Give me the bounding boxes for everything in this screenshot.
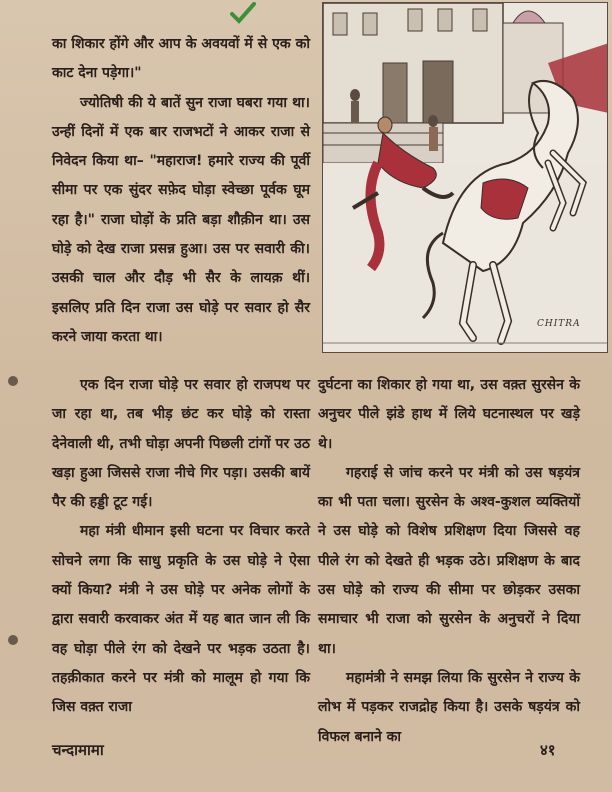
paragraph: महामंत्री ने समझ लिया कि सुरसेन ने राज्य के लोभ में पड़कर राजद्रोह किया है। उसके षड़यंत्र को विफल बनाने का bbox=[318, 669, 580, 745]
paragraph: दुर्घटना का शिकार हो गया था, उस वक़्त सुरसेन के अनुचर पीले झंडे हाथ में लिये घटनास्थल पर खड़े थे। bbox=[318, 377, 580, 452]
magazine-name: चन्दामामा bbox=[52, 741, 104, 759]
illustrator-signature: CHITRA bbox=[537, 319, 581, 329]
story-illustration bbox=[322, 2, 608, 353]
text-column-left-bottom bbox=[52, 371, 310, 723]
paragraph: महा मंत्री धीमान इसी घटना पर विचार करते सोचने लगा कि साधु प्रकृति के उस घोड़े ने ऐसा क्यों किया? मंत्री ने उस घोड़े पर अनेक लोगों के द्वारा सवारी करवाकर अंत में यह बात जान ली कि वह घोड़ा पीले रंग को देखने पर भड़क उठता है। तहक़ीकात करने पर मंत्री को मालूम हो गया कि जिस वक़्त राजा bbox=[52, 523, 310, 716]
text-column-left-top bbox=[52, 30, 310, 352]
paragraph: का शिकार होंगे और आप के अवयवों में से एक को काट देना पड़ेगा।" bbox=[52, 36, 310, 82]
binder-hole-top bbox=[8, 376, 18, 386]
paragraph: गहराई से जांच करने पर मंत्री को उस षड़यंत्र का भी पता चला। सुरसेन के अश्व-कुशल व्यक्तियों ने उस घोड़े को विशेष प्रशिक्षण दिया जिससे वह पीले रंग को देखते ही भड़क उठे। प्रशिक्षण के बाद उस घोड़े को राज्य की सीमा पर छोड़कर उसका समाचार भी राजा को सुरसेन के अनुचरों ने दिया था। bbox=[318, 464, 580, 657]
binder-hole-bottom bbox=[8, 635, 18, 645]
text-column-right bbox=[318, 371, 580, 752]
paragraph: ज्योतिषी की ये बातें सुन राजा घबरा गया था। उन्हीं दिनों में एक बार राजभटों ने आकर राजा से निवेदन किया था– "महाराज! हमारे राज्य की पूर्वी सीमा पर एक सुंदर सफ़ेद घोड़ा स्वेच्छा पूर्वक घूम रहा है।" राजा घोड़ों के प्रति बड़ा शौक़ीन था। उस घोड़े को देख राजा प्रसन्न हुआ। उस पर सवारी की। उसकी चाल और दौड़ भी सैर के लायक़ थीं। इसलिए प्रति दिन राजा उस घोड़े पर सवार हो सैर करने जाया करता था। bbox=[52, 94, 310, 345]
checkmark-icon bbox=[230, 2, 256, 24]
paragraph: एक दिन राजा घोड़े पर सवार हो राजपथ पर जा रहा था, तब भीड़ छंट कर घोड़े को रास्ता देनेवाली थी, तभी घोड़ा अपनी पिछली टांगों पर उठ खड़ा हुआ जिससे राजा नीचे गिर पड़ा। उसकी बायें पैर की हड्डी टूट गई। bbox=[52, 377, 310, 511]
page-number: ४१ bbox=[540, 741, 556, 759]
